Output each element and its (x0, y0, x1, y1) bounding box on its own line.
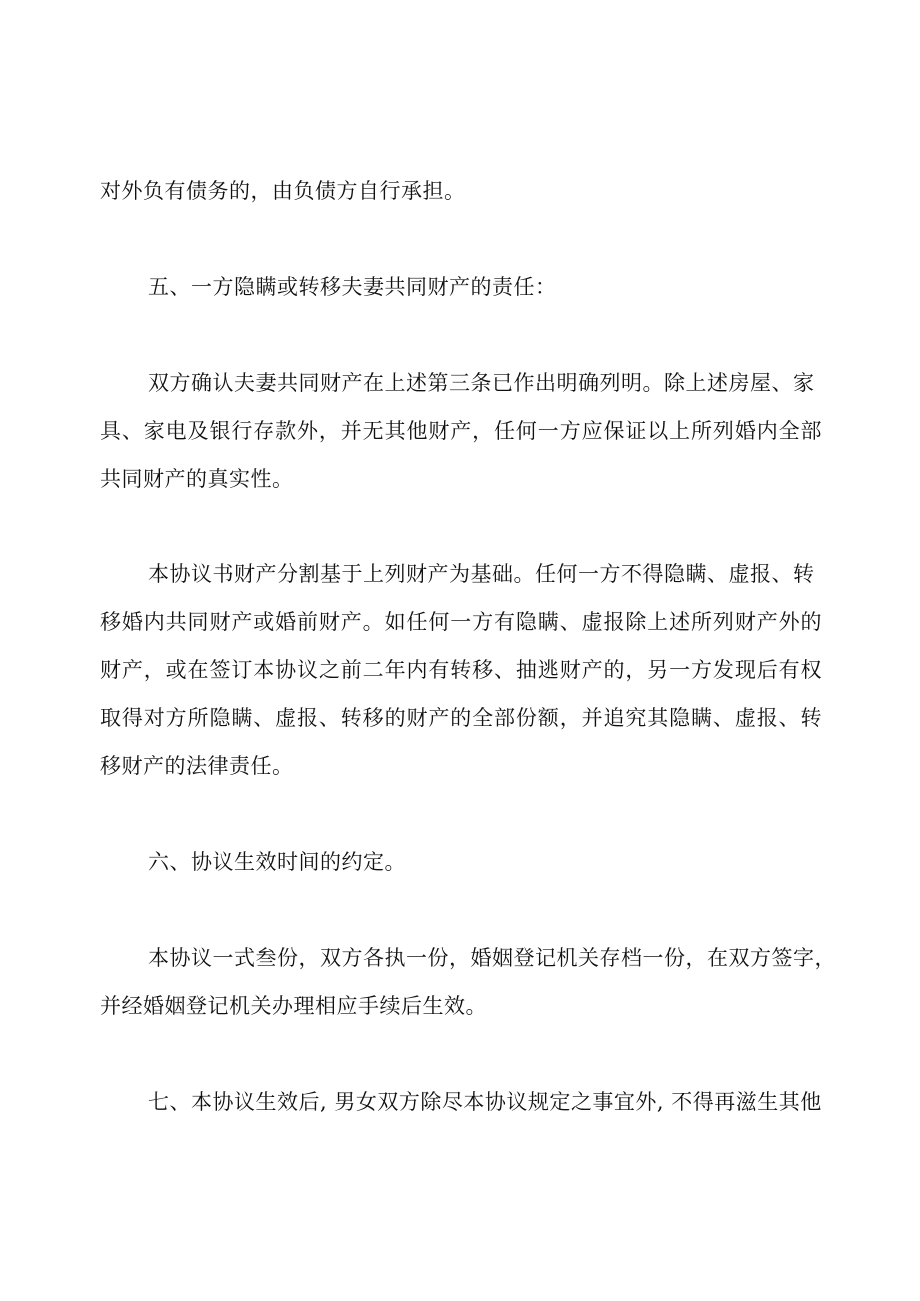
paragraph-line: 移婚内共同财产或婚前财产。如任何一方有隐瞒、虚报除上述所列财产外的 (100, 610, 822, 634)
paragraph-line: 共同财产的真实性。 (100, 467, 294, 491)
paragraph-line: 本协议一式叁份，双方各执一份，婚姻登记机关存档一份，在双方签字， (148, 946, 836, 970)
paragraph-line: 本协议书财产分割基于上列财产为基础。任何一方不得隐瞒、虚报、转 (148, 562, 815, 586)
section-heading-6: 六、协议生效时间的约定。 (148, 850, 406, 874)
paragraph-line: 对外负有债务的，由负债方自行承担。 (100, 179, 466, 203)
section-heading-7: 七、本协议生效后, 男女双方除尽本协议规定之事宜外, 不得再滋生其他 (148, 1090, 822, 1114)
paragraph-line: 取得对方所隐瞒、虚报、转移的财产的全部份额，并追究其隐瞒、虚报、转 (100, 706, 822, 730)
paragraph-line: 具、家电及银行存款外，并无其他财产，任何一方应保证以上所列婚内全部 (100, 419, 822, 443)
paragraph-line: 双方确认夫妻共同财产在上述第三条已作出明确列明。除上述房屋、家 (148, 371, 815, 395)
paragraph-line: 财产，或在签订本协议之前二年内有转移、抽逃财产的，另一方发现后有权 (100, 658, 822, 682)
paragraph-line: 并经婚姻登记机关办理相应手续后生效。 (100, 994, 487, 1018)
section-heading-5: 五、一方隐瞒或转移夫妻共同财产的责任： (148, 275, 557, 299)
paragraph-line: 移财产的法律责任。 (100, 754, 294, 778)
